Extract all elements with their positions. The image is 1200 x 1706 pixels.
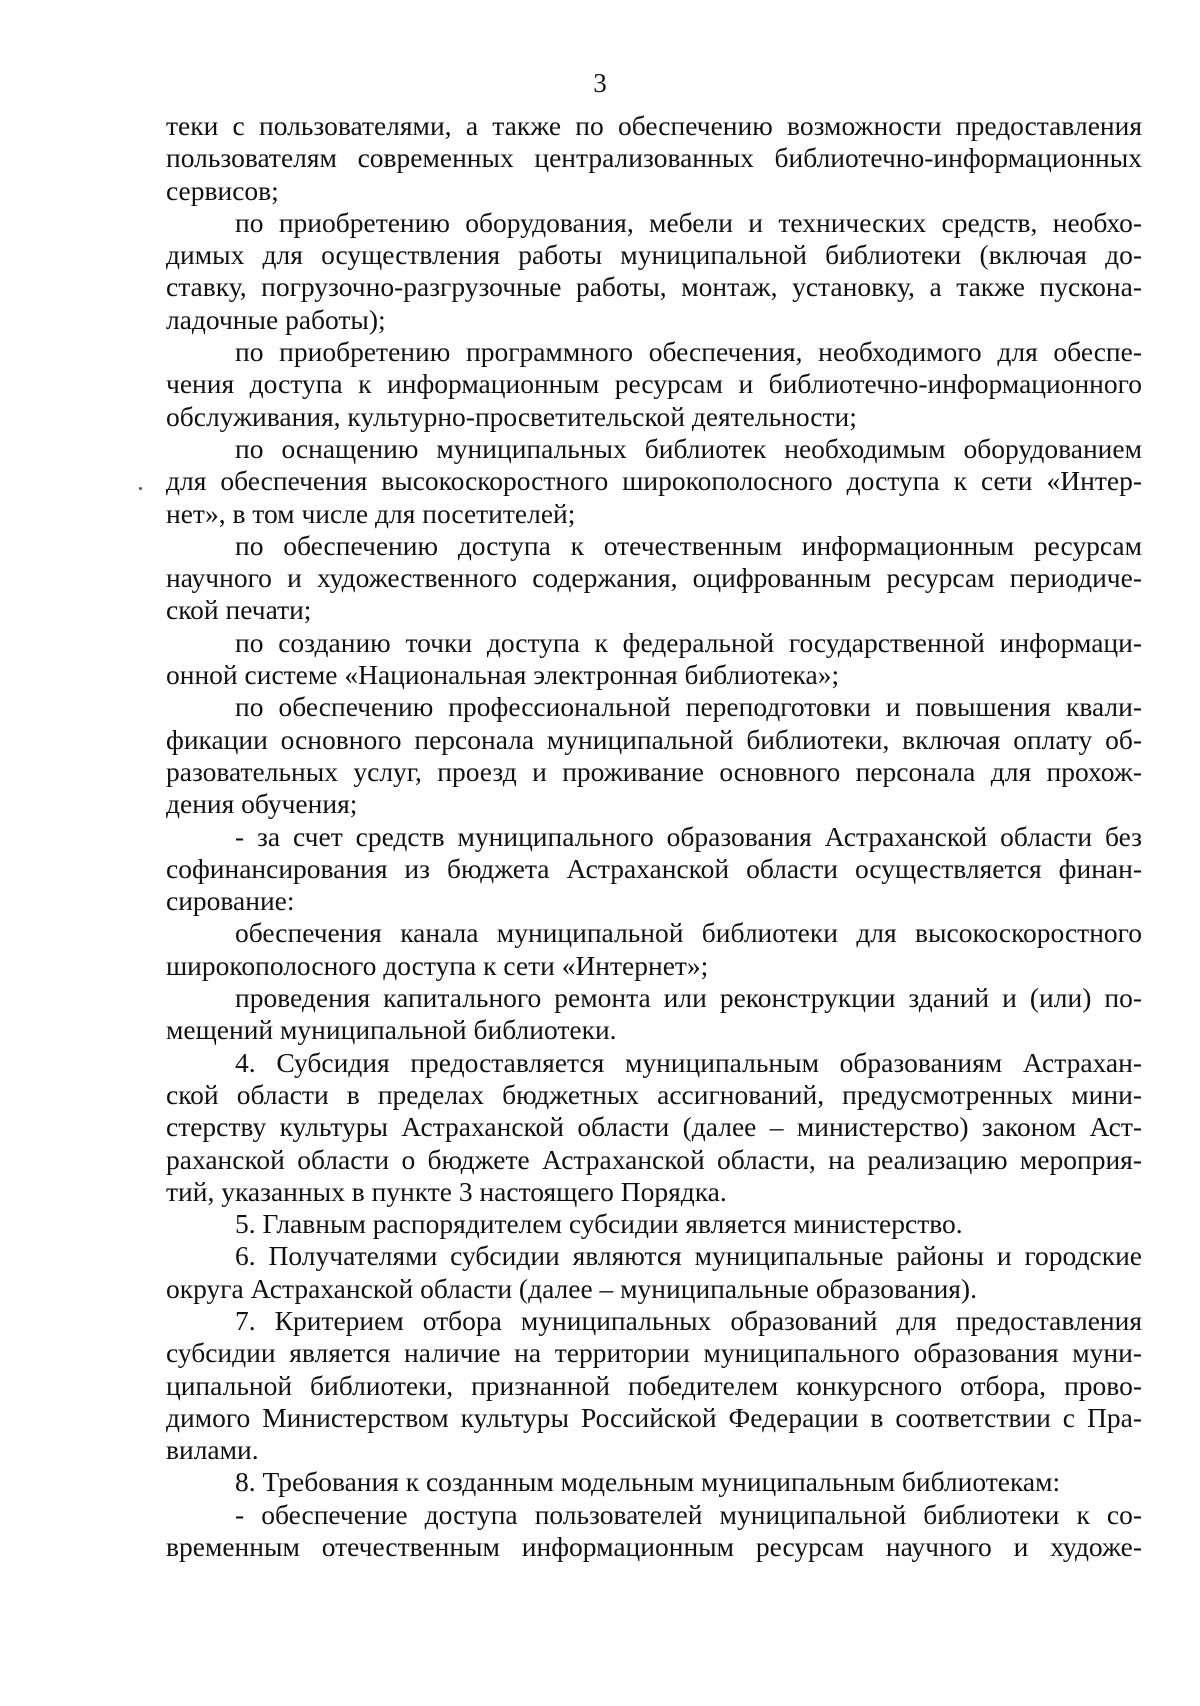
text-line: мещений муниципальной библиотеки.: [166, 1014, 617, 1046]
text-line: ципальной библиотеки, признанной победителем конкурсного отбора, прово-: [166, 1369, 1142, 1401]
text-line: по приобретению оборудования, мебели и технических средств, необхо-: [235, 206, 1142, 238]
text-line: округа Астраханской области (далее – муниципальные образования).: [166, 1272, 977, 1304]
text-line: раханской области о бюджете Астраханской области, на реализацию мероприя-: [166, 1143, 1142, 1175]
text-line: 5. Главным распорядителем субсидии является министерство.: [235, 1208, 963, 1240]
text-line: димых для осуществления работы муниципальной библиотеки (включая до-: [166, 239, 1142, 271]
text-line: онной системе «Национальная электронная библиотека»;: [166, 659, 840, 691]
text-line: по оснащению муниципальных библиотек необходимым оборудованием: [235, 432, 1142, 464]
text-line: по приобретению программного обеспечения, необходимого для обеспе-: [235, 336, 1142, 368]
text-line: стерству культуры Астраханской области (далее – министерство) законом Аст-: [166, 1111, 1142, 1143]
text-line: - за счет средств муниципального образования Астраханской области без: [235, 820, 1142, 852]
text-line: по созданию точки доступа к федеральной государственной информаци-: [235, 626, 1142, 658]
text-line: 7. Критерием отбора муниципальных образований для предоставления: [235, 1304, 1142, 1336]
text-line: вилами.: [166, 1434, 259, 1466]
text-line: широкополосного доступа к сети «Интернет»;: [166, 949, 709, 981]
text-line: чения доступа к информационным ресурсам и библиотечно-информационного: [166, 368, 1142, 400]
text-line: по обеспечению доступа к отечественным информационным ресурсам: [235, 529, 1142, 561]
text-line: димого Министерством культуры Российской Федерации в соответствии с Пра-: [166, 1401, 1142, 1433]
document-body: [166, 110, 1142, 1563]
text-line: 4. Субсидия предоставляется муниципальным образованиям Астрахан-: [235, 1046, 1142, 1078]
text-line: обслуживания, культурно-просветительской деятельности;: [166, 400, 857, 432]
text-line: по обеспечению профессиональной переподготовки и повышения квали-: [235, 691, 1142, 723]
text-line: разовательных услуг, проезд и проживание основного персонала для прохож-: [166, 755, 1142, 787]
text-line: нет», в том числе для посетителей;: [166, 497, 576, 529]
text-line: ской печати;: [166, 594, 312, 626]
text-line: тий, указанных в пункте 3 настоящего Порядка.: [166, 1175, 727, 1207]
text-line: субсидии является наличие на территории муниципального образования муни-: [166, 1337, 1142, 1369]
text-line: ской области в пределах бюджетных ассигнований, предусмотренных мини-: [166, 1078, 1142, 1110]
text-line: - обеспечение доступа пользователей муниципальной библиотеки к со-: [235, 1498, 1142, 1530]
text-line: ладочные работы);: [166, 303, 386, 335]
text-line: теки с пользователями, а также по обеспечению возможности предоставления: [166, 110, 1142, 141]
page-number: 3: [593, 68, 607, 98]
text-line: 6. Получателями субсидии являются муниципальные районы и городские: [235, 1240, 1142, 1272]
text-line: софинансирования из бюджета Астраханской области осуществляется финан-: [166, 852, 1142, 884]
text-line: обеспечения канала муниципальной библиотеки для высокоскоростного: [235, 917, 1142, 949]
text-line: ставку, погрузочно-разгрузочные работы, монтаж, установку, а также пускона-: [166, 271, 1142, 303]
text-line: дения обучения;: [166, 788, 358, 820]
text-line: сирование:: [166, 885, 295, 917]
text-line: проведения капитального ремонта или реконструкции зданий и (или) по-: [235, 982, 1142, 1014]
text-line: сервисов;: [166, 174, 279, 206]
text-line: научного и художественного содержания, оцифрованным ресурсам периодиче-: [166, 562, 1142, 594]
text-line: пользователям современных централизованных библиотечно-информационных: [166, 142, 1142, 174]
text-line: для обеспечения высокоскоростного широкополосного доступа к сети «Интер-: [166, 465, 1142, 497]
scan-speck: [139, 487, 142, 490]
text-line: фикации основного персонала муниципальной библиотеки, включая оплату об-: [166, 723, 1142, 755]
text-line: временным отечественным информационным ресурсам научного и художе-: [166, 1531, 1142, 1563]
text-line: 8. Требования к созданным модельным муниципальным библиотекам:: [235, 1466, 1061, 1498]
